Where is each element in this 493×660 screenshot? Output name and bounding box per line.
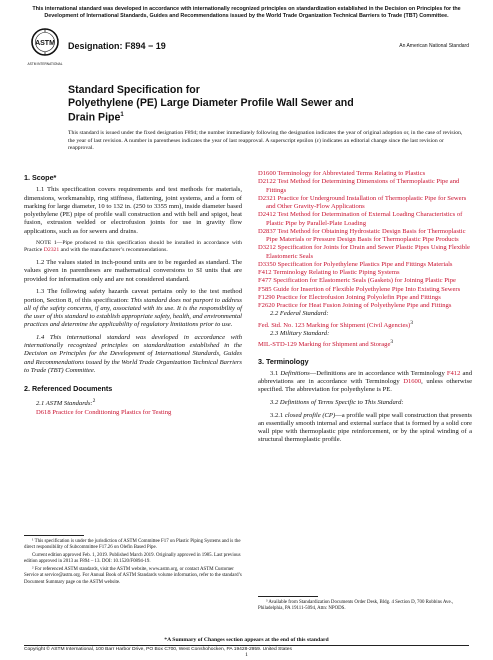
para-3-1 [258,370,472,395]
ref-mil-std-code[interactable]: MIL-STD-129 [258,341,297,349]
reference-code-link[interactable]: D3212 [258,244,276,252]
para-2-1-footnote-ref: 2 [92,398,96,405]
reference-code-link[interactable]: F585 [258,285,272,293]
reference-code-link[interactable]: F2620 [258,302,275,309]
para-3-1-text-b: and abbreviations are in accordance with Terminology [258,369,473,386]
footnote-3: ³ Available from Standardization Documents Order Desk, Bldg. 4 Section D, 700 Robbins Ave., Philadelphia, PA 19111-5094, Attn: NPODS. [258,600,454,612]
reference-title: Test Method for Obtaining Hydrostatic Design Basis for Thermoplastic Pipe Materials or Pressure Design Basis for Thermoplastic Pipe Products [266,227,466,243]
reference-code-link[interactable]: F1290 [258,293,275,301]
title-line-1: Standard Specification for [68,84,200,96]
fed-footnote-ref: 3 [410,319,413,326]
reference-list [258,170,472,310]
issue-note: This standard is issued under the fixed designation F894; the number immediately following the designation indicates the year of original adoption or, in the case of revision, the year of last revision. A number in parentheses indicates the year of last reapproval. A superscript epsilon (ε) indicates an editorial change since the last revision or reapproval. [68,130,463,152]
tbt-banner: This international standard was developed in accordance with internationally recognized principles on standardization established in the Decision on Principles for the Development of International Standards, Guides and Recommendations issued by the World Trade Organization Technical Barriers to Trade (TBT) Committee. [32,6,461,19]
reference-title: Terminology for Abbreviated Terms Relating to Plastics [275,170,426,177]
term-f412-link[interactable]: F412 [446,369,461,377]
reference-title: Test Method for Determination of External Loading Characteristics of Plastic Pipe by Parallel-Plate Loading [266,211,463,227]
ref-d618-code[interactable]: D618 [36,408,51,416]
ref-d618-title: Practice for Conditioning Plastics for Testing [50,408,172,416]
para-3-2-1-term: closed profile (CP) [284,411,336,419]
footnote-2: ² For referenced ASTM standards, visit the ASTM website, www.astm.org, or contact ASTM Customer Service at service@astm.org. For Annual Book of ASTM Standards volume information, refer to the standard’s Document Summary page on the ASTM website. [24,567,242,585]
footnote-rule-right [258,596,318,597]
reference-code-link[interactable]: D3350 [258,260,276,268]
right-column [258,170,472,445]
reference-item [258,277,472,285]
para-3-2: 3.2 Definitions of Terms Specific to This Standard: [270,399,404,407]
para-3-1-label: Definitions [280,369,310,377]
para-1-4-text: 1.4 This international standard was developed in accordance with internationally recognized principles on standardization established in the Decision on Principles for the Development of International Standards, Guides and Recommendations issued by the World Trade Organization Technical Barriers to Trade (TBT) Committee. [24,333,242,374]
designation: Designation: F894 − 19 [68,41,166,51]
reference-code-link[interactable]: D2122 [258,178,276,186]
document-title [68,84,468,124]
note-1 [24,240,242,255]
reference-item [258,211,472,228]
reference-code-link[interactable]: D1600 [258,170,276,177]
svg-text:ASTM: ASTM [35,40,55,47]
title-line-2: Polyethylene (PE) Large Diameter Profile Wall Sewer and [68,96,354,109]
reference-title: Specification for Polyethylene Plastics Pipe and Fittings Materials [275,260,453,268]
footnote-1-edition: Current edition approved Feb. 1, 2019. Published March 2019. Originally approved in 1985. Last previous edition approved in 2013 as F894 – 13. DOI: 10.1520/F0894-19. [24,553,241,565]
para-2-3: 2.3 Military Standard: [270,329,330,337]
referenced-docs-heading: 2. Referenced Documents [24,384,113,394]
reference-title: Practice for Heat Fusion Joining of Polyethylene Pipe and Fittings [274,302,452,309]
para-2-2: 2.2 Federal Standard: [270,310,329,318]
ref-mil-std-title: Marking for Shipment and Storage [296,341,391,349]
reference-item [258,294,472,302]
reference-item [258,269,472,277]
reference-item [258,228,472,245]
american-national-standard-label: An American National Standard [399,43,469,49]
reference-code-link[interactable]: F412 [258,269,272,276]
para-1-3-lead: 1.3 The following safety hazards caveat pertains only to the test method portion, Section 8, of this specification: [24,288,242,304]
para-1-3-caveat: This standard does not purport to address all of the safety concerns, if any, associated with its use. It is the responsibility of the user of this standard to establish appropriate safety, health, and environmental practices and determine the applicability of regulatory limitations prior to use. [24,296,242,329]
reference-code-link[interactable]: D2321 [258,194,276,202]
reference-code-link[interactable]: F477 [258,277,272,285]
reference-title: Practice for Electrofusion Joining Polyolefin Pipe and Fittings [274,293,441,301]
title-footnote-ref: 1 [120,112,124,119]
para-3-1-num: 3.1 [270,369,281,377]
reference-title: Specification for Joints for Drain and Sewer Plastic Pipes Using Flexible Elastomeric Seals [266,244,470,260]
footnote-rule-left [24,535,84,536]
reference-code-link[interactable]: D2837 [258,227,276,235]
reference-title: Guide for Insertion of Flexible Polyethylene Pipe Into Existing Sewers [271,285,461,293]
reference-title: Specification for Elastomeric Seals (Gaskets) for Joining Plastic Pipe [271,277,456,285]
title-line-3: Drain Pipe [68,111,121,124]
note-1-d2321-link[interactable]: D2321 [43,247,60,254]
para-3-2-1-num: 3.2.1 [270,411,285,419]
para-1-1: 1.1 This specification covers requirements and test methods for materials, dimensions, workmanship, ring stiffness, flattening, joint systems, and a form of marking for large diameter, 10 to 132 in. (250 to 3355 mm), inside diameter based polyethylene (PE) pipe of profile wall construction and with bell and spigot, heat fusion, extrusion welded or electrofusion joints for use in gravity flow applications, such as for sewers and drains. [24,186,242,235]
reference-title: Test Method for Determining Dimensions of Thermoplastic Pipe and Fittings [266,178,460,194]
reference-title: Practice for Underground Installation of Thermoplastic Pipe for Sewers and Other Gravity-Flow Applications [266,194,467,210]
para-1-2: 1.2 The values stated in inch-pound units are to be regarded as standard. The values given in parentheses are mathematical conversions to SI units that are provided for information only and are not considered standard. [24,259,242,283]
reference-code-link[interactable]: D2412 [258,211,276,219]
astm-logo-icon [27,27,63,71]
note-1-text-end: and with the manufacturer’s recommendations. [59,247,168,254]
para-3-2-1-def: —a profile wall pipe wall construction that presents an essentially smooth internal and external surface that is formed by a solid core wall pipe with thermoplastic pipe reinforcement, or by the spiral winding of a structural thermoplastic profile. [258,411,472,444]
mil-footnote-ref: 3 [390,339,394,346]
para-3-2-1 [258,412,472,445]
para-3-1-text-a: —Definitions are in accordance with Terminology [309,369,447,377]
ref-fed-std-code[interactable]: Fed. Std. No. 123 [258,321,305,329]
reference-item [258,170,472,178]
reference-item [258,286,472,294]
page-number: 1 [245,652,248,658]
ref-fed-std-title: Marking for Shipment (Civil Agencies) [304,321,411,329]
terminology-heading: 3. Terminology [258,356,309,366]
note-1-text: NOTE 1—Pipe produced to this specification should be installed in accordance with Practice [24,240,242,254]
footnotes-left [24,539,242,588]
para-3-1-text-c: , unless otherwise specified. The abbreviation for polyethylene is PE. [258,378,472,394]
reference-item [258,244,472,261]
reference-item [258,302,472,310]
reference-item [258,261,472,269]
left-column [24,170,242,417]
footnotes-right [258,600,472,614]
footnote-1: ¹ This specification is under the jurisdiction of ASTM Committee F17 on Plastic Piping Systems and is the direct responsibility of Subcommittee F17.26 on Olefin Based Pipe. [24,539,241,551]
scope-heading: 1. Scope* [24,173,57,182]
reference-item [258,195,472,212]
reference-item [258,178,472,195]
para-1-4 [24,334,242,375]
reference-title: Terminology Relating to Plastic Piping Systems [271,269,400,276]
para-1-3 [24,288,242,329]
logo-text: ASTM INTERNATIONAL [27,62,63,66]
term-d1600-link[interactable]: D1600 [403,378,422,386]
copyright: Copyright © ASTM International, 100 Barr Harbor Drive, PO Box C700, West Conshohocken, PA 19428-2959. United States [24,647,292,652]
page-rule [24,645,469,646]
para-2-1: 2.1 ASTM Standards: [36,400,93,408]
summary-of-changes-note: *A Summary of Changes section appears at the end of this standard [164,637,329,643]
